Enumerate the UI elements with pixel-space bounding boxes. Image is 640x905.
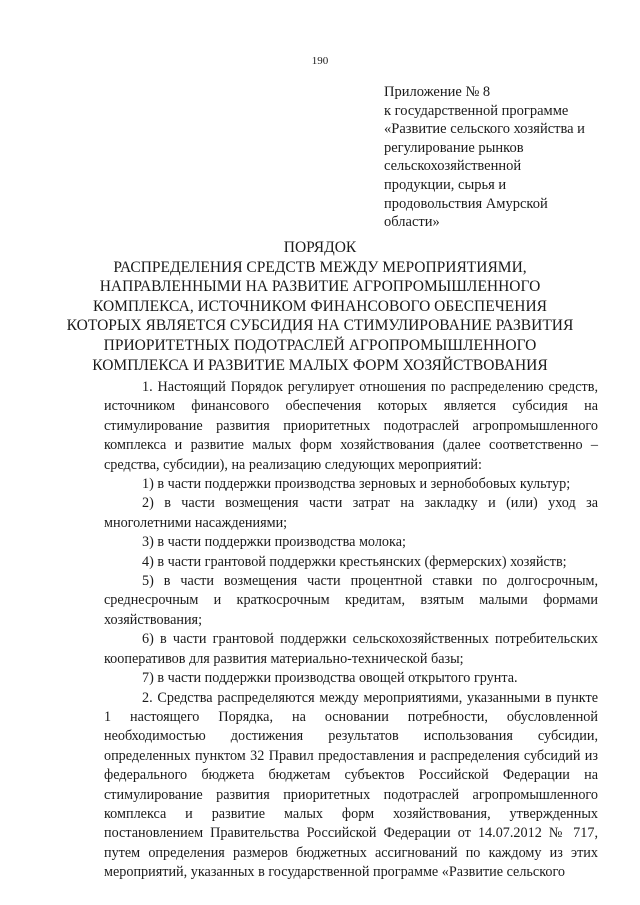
title-line: РАСПРЕДЕЛЕНИЯ СРЕДСТВ МЕЖДУ МЕРОПРИЯТИЯМИ, — [113, 258, 527, 276]
title-line: ПОРЯДОК — [283, 239, 357, 256]
title-line: ПРИОРИТЕТНЫХ ПОДОТРАСЛЕЙ АГРОПРОМЫШЛЕННОГО — [103, 336, 537, 354]
list-item: 6) в части грантовой поддержки сельскохозяйственных потребительских кооперативов для развития материально-технической базы; — [104, 631, 598, 667]
appendix-line: продукции, сырья и — [384, 176, 507, 193]
page-number: 190 — [311, 55, 329, 67]
list-item: 2) в части возмещения части затрат на закладку и (или) уход за многолетними насаждениями; — [104, 495, 598, 531]
document-body — [104, 378, 598, 883]
document-title — [60, 238, 580, 375]
appendix-line: продовольствия Амурской — [384, 195, 548, 212]
list-item: 7) в части поддержки производства овощей открытого грунта. — [142, 670, 518, 687]
title-line: КОМПЛЕКСА, ИСТОЧНИКОМ ФИНАНСОВОГО ОБЕСПЕЧЕНИЯ — [93, 297, 547, 315]
list-item: 4) в части грантовой поддержки крестьянских (фермерских) хозяйств; — [142, 553, 567, 570]
list-item: 5) в части возмещения части процентной ставки по долгосрочным, среднесрочным и краткосрочным кредитам, взятым малыми формами хозяйствования; — [104, 573, 598, 628]
title-line: НАПРАВЛЕННЫМИ НА РАЗВИТИЕ АГРОПРОМЫШЛЕННОГО — [99, 278, 541, 296]
appendix-line: «Развитие сельского хозяйства и — [384, 121, 585, 138]
appendix-header — [384, 83, 614, 232]
appendix-line: сельскохозяйственной — [384, 158, 522, 175]
paragraph: 2. Средства распределяются между мероприятиями, указанными в пункте 1 настоящего Порядка, на основании потребности, обусловленной необходимостью достижения результатов использования субсидии, определенных пунктом 32 Правил предоставления и распределения субсидий из федерального бюджета бюджетам субъектов Российской Федерации на стимулирование развития приоритетных подотраслей агропромышленного комплекса и развитие малых форм хозяйствования, утвержденных постановлением Правительства Российской Федерации от 14.07.2012 № 717, путем определения размеров бюджетных ассигнований по каждому из этих мероприятий, указанных в государственной программе «Развитие сельского — [104, 689, 598, 881]
title-line: КОМПЛЕКСА И РАЗВИТИЕ МАЛЫХ ФОРМ ХОЗЯЙСТВОВАНИЯ — [92, 356, 548, 374]
appendix-line: регулирование рынков — [384, 139, 524, 156]
appendix-line: области» — [384, 214, 440, 231]
appendix-line: к государственной программе — [384, 102, 569, 119]
appendix-line: Приложение № 8 — [384, 84, 491, 100]
list-item: 3) в части поддержки производства молока; — [142, 534, 406, 551]
title-line: КОТОРЫХ ЯВЛЯЕТСЯ СУБСИДИЯ НА СТИМУЛИРОВАНИЕ РАЗВИТИЯ — [66, 317, 574, 335]
paragraph: 1. Настоящий Порядок регулирует отношения по распределению средств, источником финансового обеспечения которых является субсидия на стимулирование развития приоритетных подотраслей агропромышленного комплекса и развитие малых форм хозяйствования (далее соответственно – средства, субсидии), на реализацию следующих мероприятий: — [104, 379, 598, 473]
list-item: 1) в части поддержки производства зерновых и зернобобовых культур; — [142, 476, 571, 493]
